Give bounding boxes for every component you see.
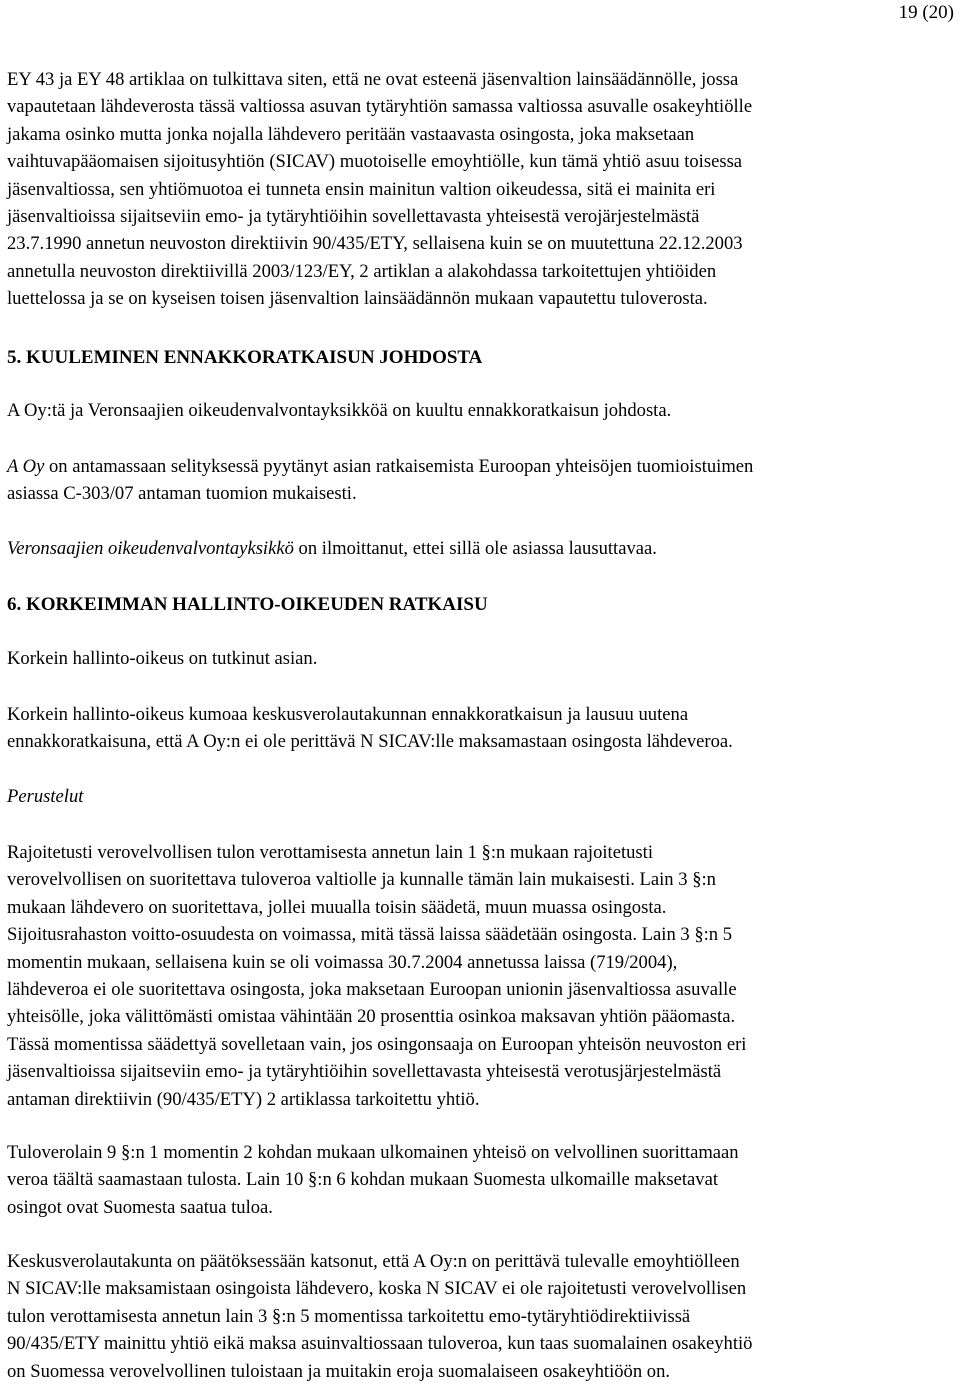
- text-line: jäsenvaltioissa sijaitseviin emo- ja tytäryhtiöihin sovellettavasta yhteisestä verojärjestelmästä: [7, 206, 700, 228]
- text-line: ennakkoratkaisuna, että A Oy:n ei ole perittävä N SICAV:lle maksamastaan osingosta lähdeveroa.: [7, 731, 733, 753]
- text-line: mukaan lähdevero on suoritettava, jollei muualla toisin säädetä, muun muassa osingosta.: [7, 896, 667, 918]
- text-line: osingot ovat Suomesta saatua tuloa.: [7, 1196, 273, 1218]
- section-6-paragraph-1: [7, 645, 955, 672]
- text-line: tulon verottamisesta annetun lain 3 §:n 5 momentissa tarkoitettu emo-tytäryhtiödirektiivissä: [7, 1305, 691, 1327]
- text-line: veroa täältä saamastaan tulosta. Lain 10 §:n 6 kohdan mukaan Suomesta ulkomaille maksetavat: [7, 1169, 719, 1191]
- text-line: [7, 453, 955, 480]
- text-line: antaman direktiivin (90/435/ETY) 2 artiklassa tarkoitettu yhtiö.: [7, 1088, 480, 1110]
- text-line: jäsenvaltioissa sijaitseviin emo- ja tytäryhtiöihin sovellettavasta yhteisestä verotusjärjestelmästä: [7, 1061, 722, 1083]
- text-line: EY 43 ja EY 48 artiklaa on tulkittava siten, että ne ovat esteenä jäsenvaltion lainsäädännölle, jossa: [7, 69, 739, 90]
- text-line: verovelvollisen on suoritettava tuloveroa valtiolle ja kunnalle tämän lain mukaisesti. Lain 3 §:n: [7, 869, 716, 891]
- text-line: vaihtuvapääomaisen sijoitusyhtiön (SICAV) muotoiselle emoyhtiölle, kun tämä yhtiö asuu toisessa: [7, 151, 743, 173]
- section-5-heading: 5. KUULEMINEN ENNAKKORATKAISUN JOHDOSTA: [7, 347, 483, 368]
- section-5-paragraph-1: [7, 397, 955, 424]
- text-line: N SICAV:lle maksamistaan osingoista lähdevero, koska N SICAV ei ole rajoitetusti verovelvollisen: [7, 1278, 747, 1300]
- text-line: asiassa C-303/07 antaman tuomion mukaisesti.: [7, 483, 357, 505]
- text-line: 90/435/ETY mainittu yhtiö eikä maksa asuinvaltiossaan tuloveroa, kun taas suomalainen osakeyhtiö: [7, 1333, 753, 1355]
- text-line: Sijoitusrahaston voitto-osuudesta on voimassa, mitä tässä laissa säädetään osingosta. Lain 3 §:n 5: [7, 924, 733, 946]
- section-6-heading: 6. KORKEIMMAN HALLINTO-OIKEUDEN RATKAISU: [7, 594, 488, 615]
- text-line: 23.7.1990 annetun neuvoston direktiivin 90/435/ETY, sellaisena kuin se on muutettuna 22.12.2003: [7, 233, 743, 255]
- text-run: on ilmoittanut, ettei sillä ole asiassa lausuttavaa.: [293, 538, 657, 559]
- reasoning-paragraph-2: [7, 1139, 955, 1221]
- reasoning-paragraph-1: [7, 839, 955, 1113]
- text-line: Tuloverolain 9 §:n 1 momentin 2 kohdan mukaan ulkomainen yhteisö on velvollinen suorittamaan: [7, 1142, 739, 1163]
- text-line: on Suomessa verovelvollinen tuloistaan ja muitakin eroja suomalaiseen osakeyhtiöön on.: [7, 1360, 671, 1382]
- text-line: [7, 535, 955, 562]
- section-5-paragraph-2: [7, 453, 955, 508]
- text-line: Tässä momentissa säädettyä sovelletaan vain, jos osingonsaaja on Euroopan yhteisön neuvoston eri: [7, 1033, 747, 1055]
- decision-paragraph: [7, 701, 955, 756]
- text-line: Korkein hallinto-oikeus on tutkinut asian.: [7, 648, 318, 669]
- perustelut-heading: Perustelut: [7, 786, 84, 807]
- text-line: A Oy:tä ja Veronsaajien oikeudenvalvontayksikköä on kuultu ennakkoratkaisun johdosta.: [7, 400, 672, 421]
- party-name-italic: A Oy: [7, 456, 45, 477]
- intro-paragraph: [7, 66, 955, 313]
- text-line: jakama osinko mutta jonka nojalla lähdevero peritään vastaavasta osingosta, joka maksetaan: [7, 123, 695, 145]
- text-line: vapautetaan lähdeverosta tässä valtiossa asuvan tytäryhtiön samassa valtiossa asuvalle osakeyhtiölle: [7, 96, 753, 118]
- text-line: annetulla neuvoston direktiivillä 2003/123/EY, 2 artiklan a alakohdassa tarkoitettujen yhtiöiden: [7, 260, 717, 282]
- text-line: lähdeveroa ei ole suoritettava osingosta, joka maksetaan Euroopan unionin jäsenvaltiossa asuvalle: [7, 979, 737, 1001]
- text-line: Korkein hallinto-oikeus kumoaa keskusverolautakunnan ennakkoratkaisun ja lausuu uutena: [7, 704, 689, 725]
- page-number: 19 (20): [898, 2, 954, 23]
- text-line: Rajoitetusti verovelvollisen tulon verottamisesta annetun lain 1 §:n mukaan rajoitetusti: [7, 842, 653, 863]
- text-line: Keskusverolautakunta on päätöksessään katsonut, että A Oy:n on perittävä tulevalle emoyhtiölleen: [7, 1251, 740, 1272]
- text-line: jäsenvaltiossa, sen yhtiömuotoa ei tunneta ensin mainitun valtion oikeudessa, sitä ei mainita eri: [7, 178, 716, 200]
- section-5-paragraph-3: [7, 535, 955, 562]
- text-run: on antamassaan selityksessä pyytänyt asian ratkaisemista Euroopan yhteisöjen tuomioistuimen: [44, 456, 754, 477]
- text-line: momentin mukaan, sellaisena kuin se oli voimassa 30.7.2004 annetussa laissa (719/2004),: [7, 951, 678, 973]
- text-line: luettelossa ja se on kyseisen toisen jäsenvaltion lainsäädännön mukaan vapautettu tuloverosta.: [7, 288, 708, 310]
- text-line: yhteisölle, joka välittömästi omistaa vähintään 20 prosenttia osinkoa maksavan yhtiön pääomasta.: [7, 1006, 736, 1028]
- party-name-italic: Veronsaajien oikeudenvalvontayksikkö: [7, 538, 294, 559]
- reasoning-paragraph-3: [7, 1248, 955, 1385]
